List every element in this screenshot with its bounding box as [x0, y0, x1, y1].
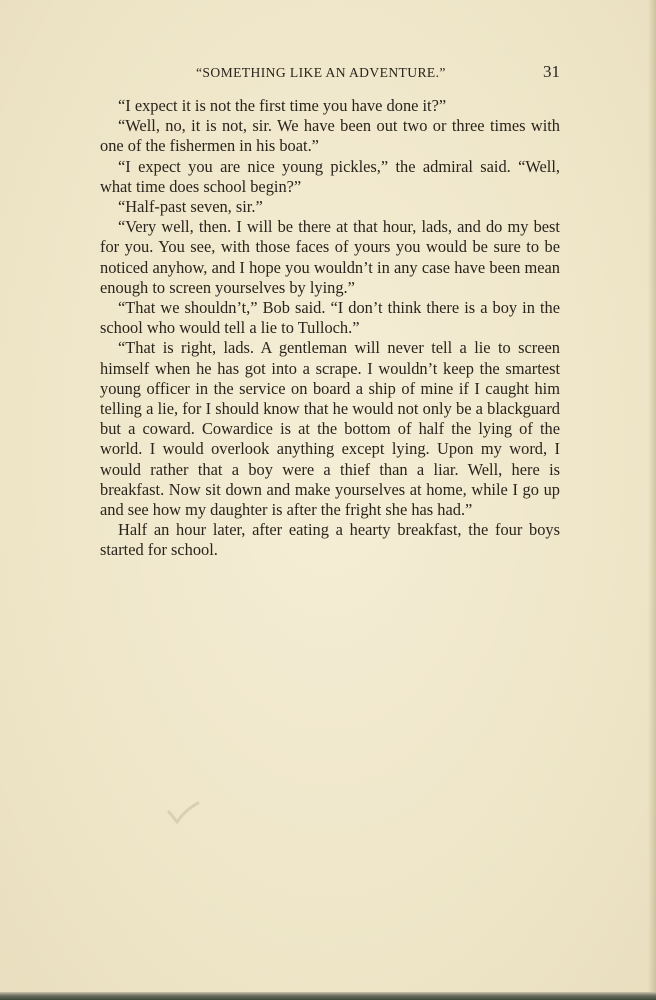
- running-head: “SOMETHING LIKE AN ADVENTURE.”: [196, 65, 446, 80]
- paragraph: “I expect you are nice young pickles,” the admiral said. “Well, what time does school begin?”: [100, 156, 560, 196]
- pencil-check-mark: [165, 800, 201, 826]
- page-bottom-edge: [0, 992, 656, 1000]
- page-number: 31: [543, 62, 560, 81]
- page-edge-shadow: [648, 0, 656, 1000]
- paragraph: “I expect it is not the first time you have done it?”: [118, 96, 447, 115]
- paragraph: “That we shouldn’t,” Bob said. “I don’t think there is a boy in the school who would tell a lie to Tulloch.”: [100, 298, 560, 338]
- paragraph: “Very well, then. I will be there at that hour, lads, and do my best for you. You see, with those faces of yours you would be sure to be noticed anyhow, and I hope you wouldn’t in any case have been mean enough to screen yourselves by lying.”: [100, 217, 560, 297]
- page-header: [100, 62, 560, 84]
- body-text: [100, 96, 560, 561]
- paragraph: Half an hour later, after eating a hearty breakfast, the four boys started for school.: [100, 520, 560, 560]
- paragraph: “That is right, lads. A gentleman will never tell a lie to screen himself when he has got into a scrape. I wouldn’t keep the smartest young officer in the service on board a ship of mine if I caught him telling a lie, for I should know that he would not only be a blackguard but a coward. Cowardice is at the bottom of half the lying of the world. I would overlook anything except lying. Upon my word, I would rather that a boy were a thief than a liar. Well, here is breakfast. Now sit down and make yourselves at home, while I go up and see how my daughter is after the fright she has had.”: [100, 338, 560, 520]
- paragraph: “Well, no, it is not, sir. We have been out two or three times with one of the fishermen in his boat.”: [100, 116, 560, 156]
- paragraph: “Half-past seven, sir.”: [118, 197, 263, 217]
